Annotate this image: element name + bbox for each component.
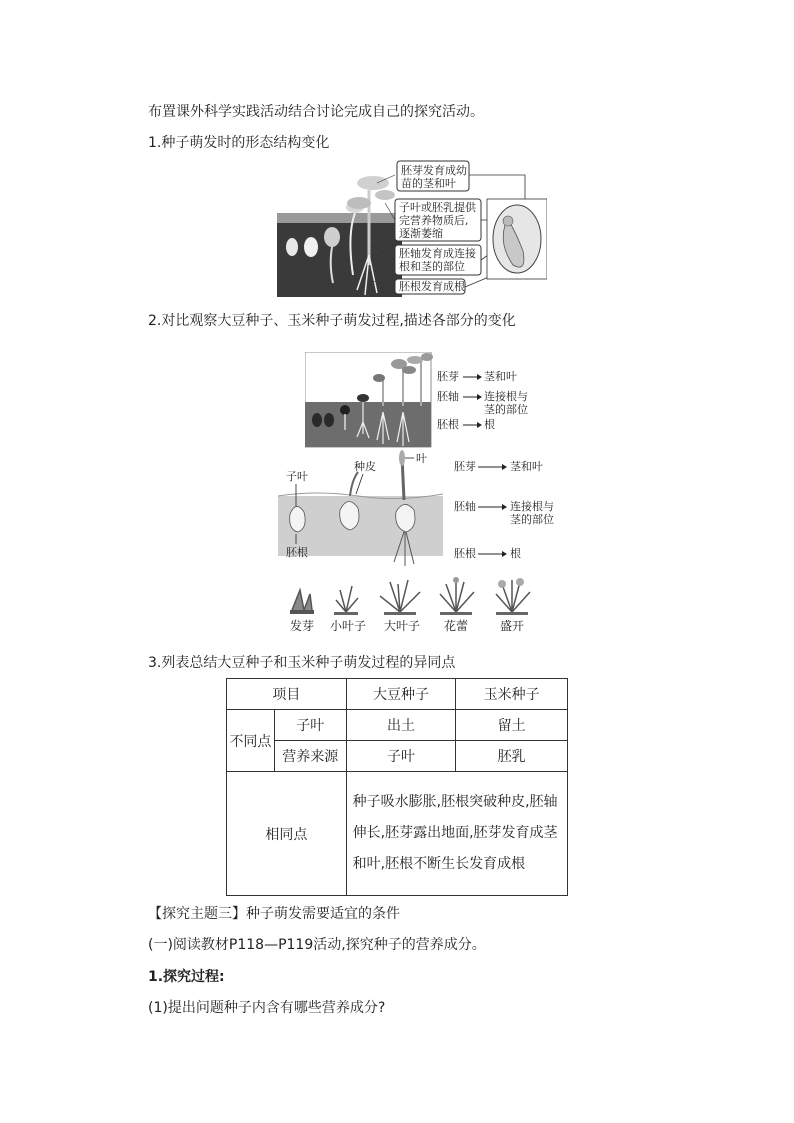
header-corn: 玉米种子 xyxy=(456,679,568,710)
stage-5: 盛开 xyxy=(500,619,525,633)
growth-stages-figure xyxy=(280,576,550,634)
corn-germination-figure xyxy=(278,450,568,568)
section3-title: 3.列表总结大豆种子和玉米种子萌发过程的异同点 xyxy=(148,655,456,671)
part1-text: (一)阅读教材P118—P119活动,探究种子的营养成分。 xyxy=(148,937,486,953)
bean-germination-figure xyxy=(277,155,547,297)
row2-corn: 胚乳 xyxy=(456,741,568,772)
corn-cotyledon-label: 子叶 xyxy=(286,470,308,483)
corn-plumule: 胚芽 xyxy=(454,460,476,473)
corn-hypocotyl-to-2: 茎的部位 xyxy=(510,513,554,526)
process-title: 1.探究过程: xyxy=(148,969,225,985)
intro-text: 布置课外科学实践活动结合讨论完成自己的探究活动。 xyxy=(148,104,484,120)
section2-title: 2.对比观察大豆种子、玉米种子萌发过程,描述各部分的变化 xyxy=(148,313,516,329)
header-bean: 大豆种子 xyxy=(346,679,456,710)
s1-label-6: 胚轴发育成连接 xyxy=(399,247,476,260)
s1-label-1: 胚芽发育成幼 xyxy=(401,164,467,177)
question-text: (1)提出问题种子内含有哪些营养成分? xyxy=(148,1000,386,1016)
corn-radicle-to: 根 xyxy=(510,547,521,560)
bean-radicle-to: 根 xyxy=(484,418,495,431)
row1-item: 子叶 xyxy=(274,710,346,741)
stage-3: 大叶子 xyxy=(384,619,421,633)
bean-radicle: 胚根 xyxy=(437,418,459,431)
corn-seed-coat-label: 种皮 xyxy=(354,460,376,473)
bean-hypocotyl-to-1: 连接根与 xyxy=(484,390,528,403)
comparison-table xyxy=(226,678,568,896)
topic3-heading: 【探究主题三】种子萌发需要适宜的条件 xyxy=(148,906,400,922)
s1-label-3: 子叶或胚乳提供 xyxy=(399,201,476,214)
same-label: 相同点 xyxy=(227,772,347,896)
row1-bean: 出土 xyxy=(346,710,456,741)
bean-stages-figure xyxy=(305,352,545,448)
s1-label-4: 完营养物质后, xyxy=(399,214,469,227)
bean-plumule: 胚芽 xyxy=(437,370,459,383)
s1-label-2: 苗的茎和叶 xyxy=(401,177,456,190)
bean-plumule-to: 茎和叶 xyxy=(484,370,517,383)
corn-leaf-label: 叶 xyxy=(416,452,427,465)
stage-4: 花蕾 xyxy=(444,619,469,633)
corn-plumule-to: 茎和叶 xyxy=(510,460,543,473)
corn-hypocotyl: 胚轴 xyxy=(454,500,476,513)
corn-hypocotyl-to-1: 连接根与 xyxy=(510,500,554,513)
section1-title: 1.种子萌发时的形态结构变化 xyxy=(148,135,330,151)
row2-bean: 子叶 xyxy=(346,741,456,772)
header-item: 项目 xyxy=(227,679,347,710)
stage-2: 小叶子 xyxy=(330,619,367,633)
corn-radicle-label: 胚根 xyxy=(286,546,308,559)
s1-label-7: 根和茎的部位 xyxy=(399,260,465,273)
bean-hypocotyl: 胚轴 xyxy=(437,390,459,403)
row2-item: 营养来源 xyxy=(274,741,346,772)
bean-hypocotyl-to-2: 茎的部位 xyxy=(484,403,528,416)
stage-1: 发芽 xyxy=(290,619,315,633)
same-text: 种子吸水膨胀,胚根突破种皮,胚轴伸长,胚芽露出地面,胚芽发育成茎和叶,胚根不断生长发育成根 xyxy=(346,772,567,896)
corn-radicle: 胚根 xyxy=(454,547,476,560)
diff-label: 不同点 xyxy=(227,710,275,772)
row1-corn: 留土 xyxy=(456,710,568,741)
s1-label-5: 逐渐萎缩 xyxy=(399,227,443,240)
s1-label-8: 胚根发育成根 xyxy=(399,280,465,293)
